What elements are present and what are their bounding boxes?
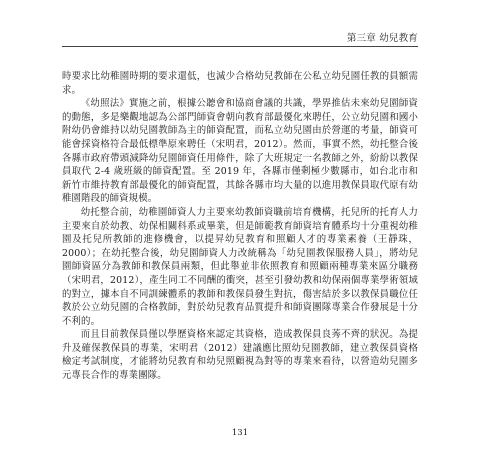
paragraph-2: 《幼照法》實施之前，根據公聽會和協商會議的共識，學界推估未來幼兒園師資的動態，多是樂觀地認為公部門師資會朝向教育部最優化來聘任，公立幼兒園和國小附幼仍會維持以幼兒園教師為主的師資配置，而私立幼兒園由於營運的考量，師資可能會採資格符合最低標準原來聘任（宋明君，2012）。然而，事實不然，幼托整合後各縣市政府帶頭減降幼兒園師資任用條件，除了大班規定一名教師之外，紛紛以教保員取代 2-4 歲班級的師資配置。至 2019 年，各縣市僅剩極少數縣市，如台北市和新竹市維持教育部最優化的師資配置，其餘各縣市均大量的以進用教保員取代原有幼稚園階段的師資規模。 — [62, 98, 418, 205]
paragraph-3: 幼托整合前，幼稚園師資人力主要來幼教師資職前培育機構，托兒所的托育人力主要來自於幼教、幼保相關科系或畢業，但是師範教育師資培育體系均十分重視幼稚園及托兒所教師的進修機會，以提昇幼兒教育和照顧人才的專業素養（王靜珠，2000）；在幼托整合後，幼兒園師資人力改統稱為「幼兒園教保服務人員」，將幼兒園師資區分為教師和教保員兩類，但此舉並非依照教育和照顧兩種專業來區分職務（宋明君，2012），產生同工不同酬的衝突，甚至引發幼教和幼保兩個專業學術領域的對立，據本自不同訓練體系的教師和教保員發生對抗，傷害結於多以教保員職位任教於公立幼兒園的合格教師，對於幼兒教育品質提升和師資團隊專業合作發展是十分不利的。 — [62, 206, 418, 327]
page-header — [62, 30, 418, 48]
paragraph-1: 時要求比幼稚園時期的要求還低，也減少合格幼兒教師在公私立幼兒園任教的員額需求。 — [62, 71, 418, 96]
paragraph-4: 而且目前教保員僅以學歷資格來認定其資格，造成教保員良莠不齊的狀況。為提升及確保教保員的專業，宋明君（2012）建議應比照幼兒園教師，建立教保員資格檢定考試制度，才能將幼兒教育和幼兒照顧視為對等的專業來看待，以營造幼兒園多元專長合作的專業團隊。 — [62, 329, 418, 382]
body-text — [62, 70, 418, 383]
header-rule — [62, 46, 418, 47]
chapter-title: 第三章 幼兒教育 — [346, 33, 418, 44]
page-number: 131 — [231, 428, 249, 438]
